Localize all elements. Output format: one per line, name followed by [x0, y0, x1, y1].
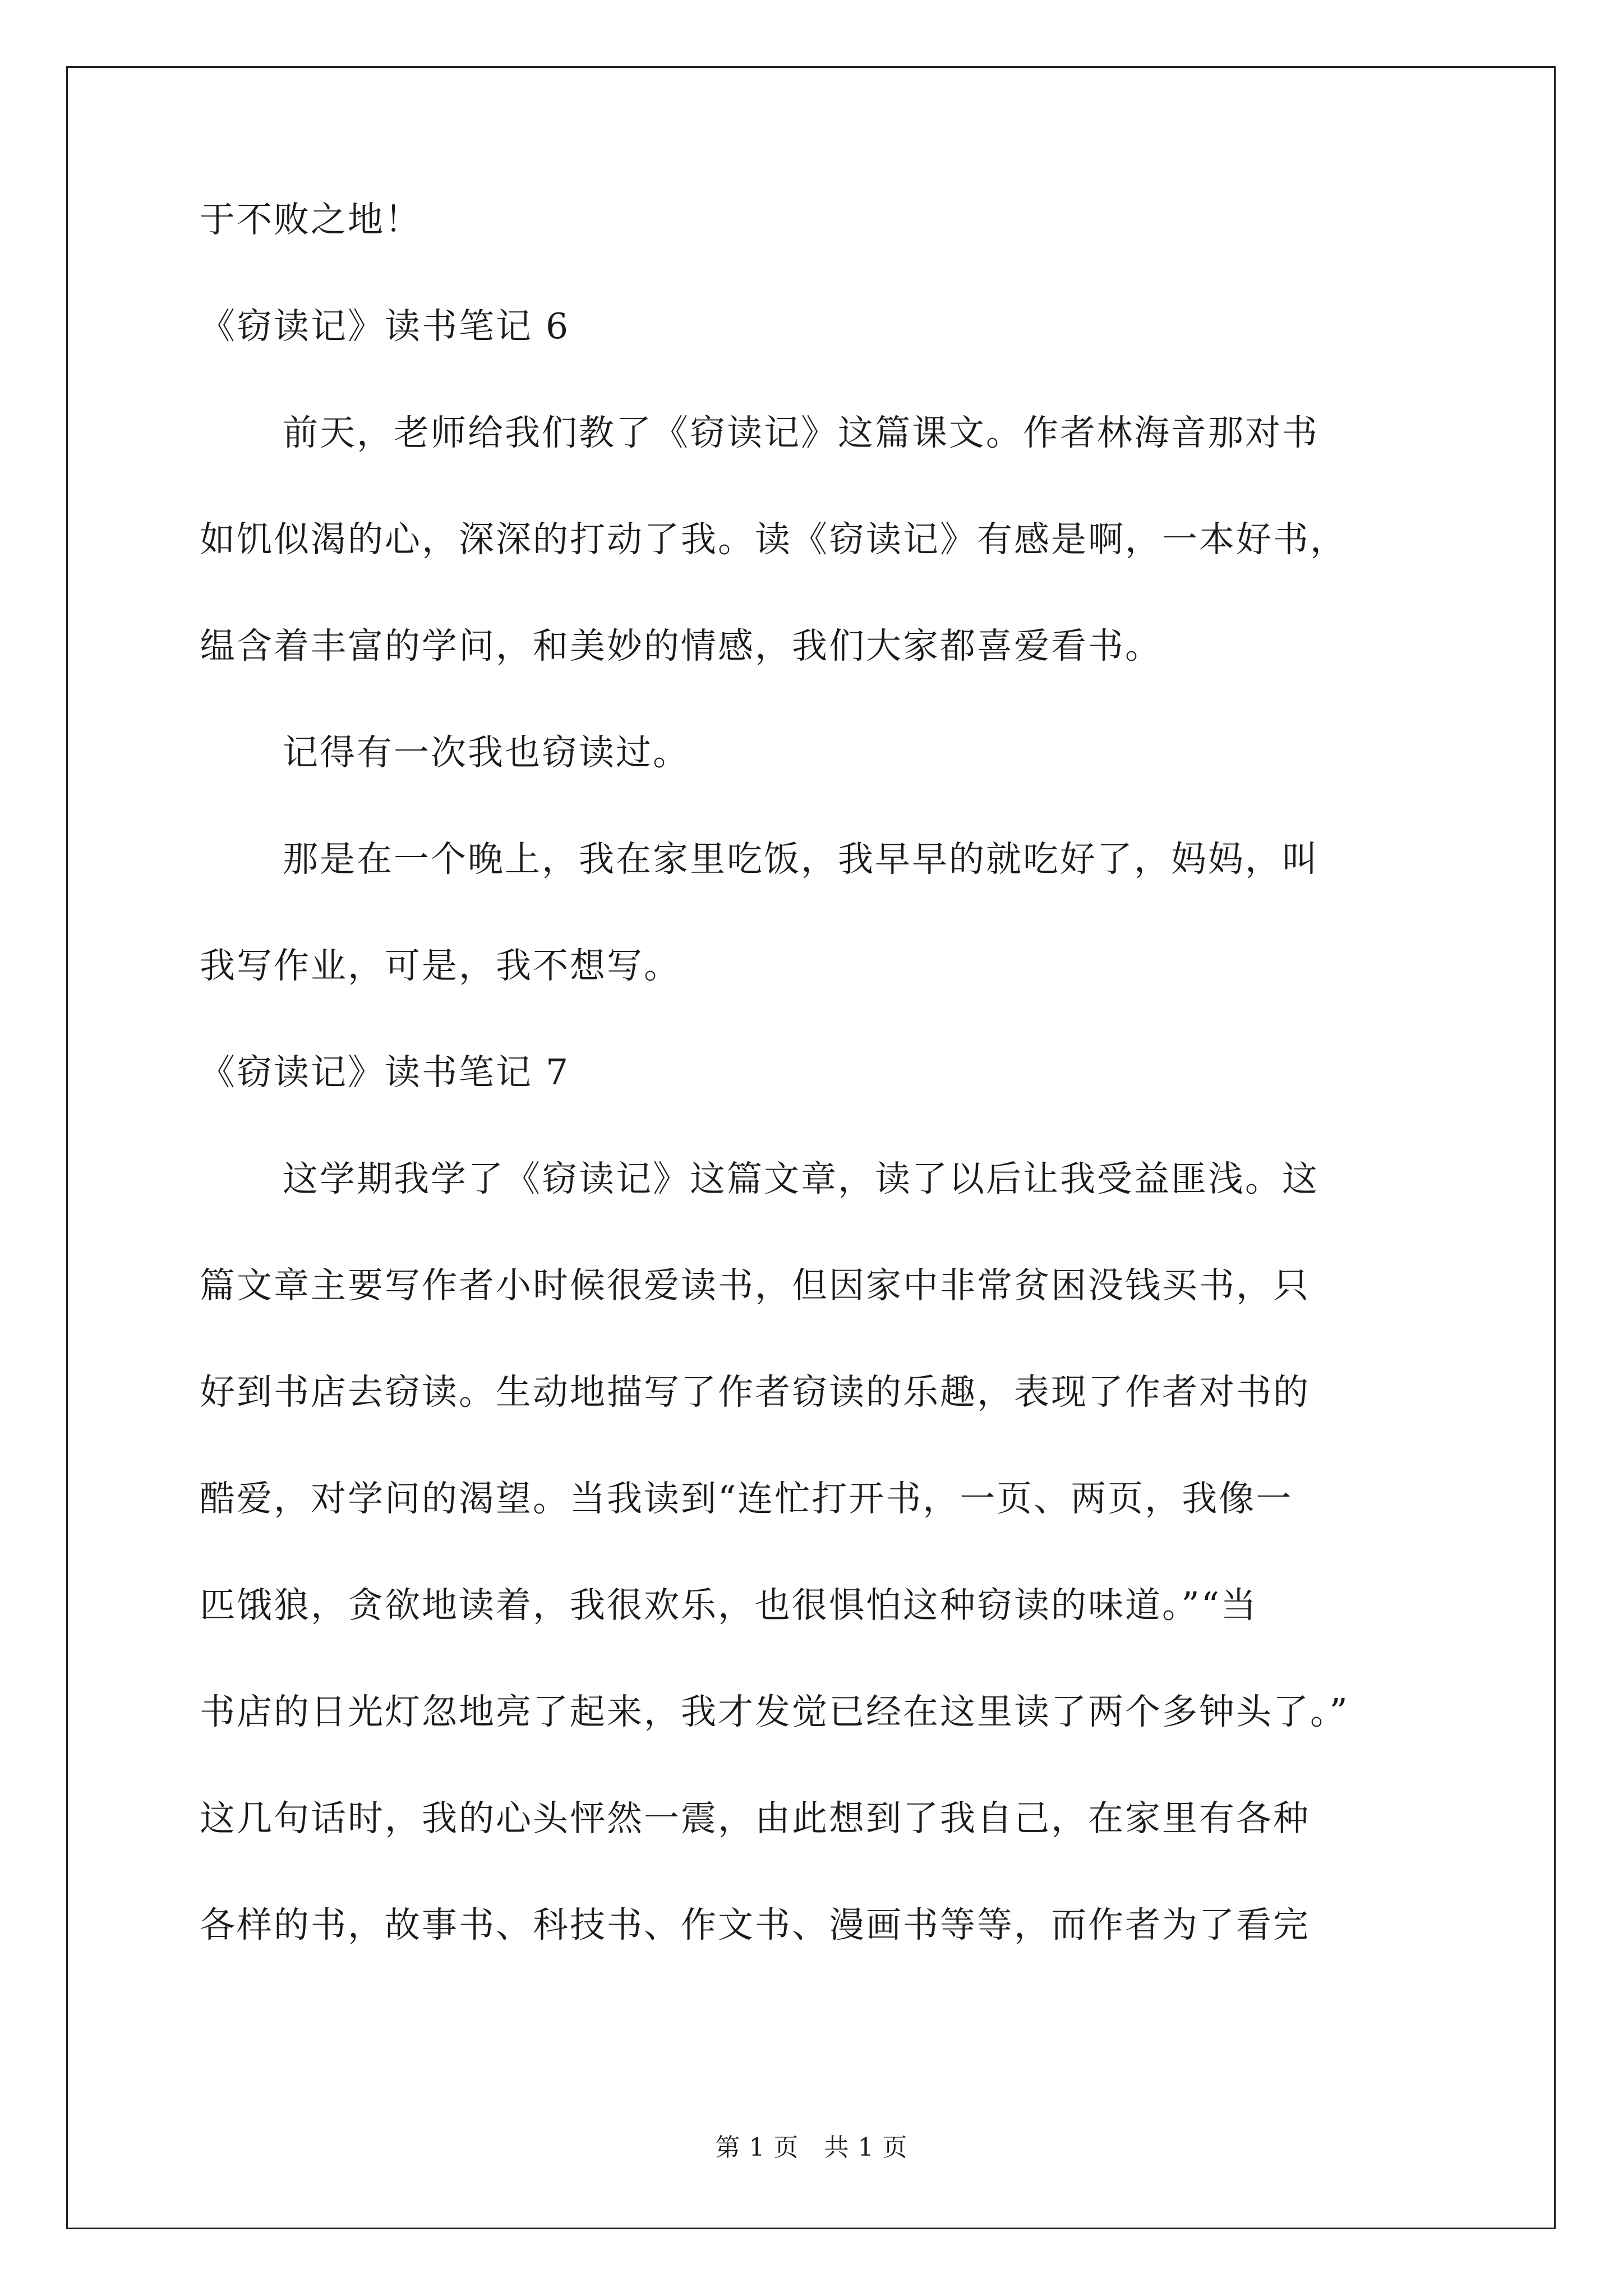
text-line: 各样的书，故事书、科技书、作文书、漫画书等等，而作者为了看完: [200, 1904, 1310, 1945]
text-line: 缊含着丰富的学问，和美妙的情感，我们大家都喜爱看书。: [200, 625, 1162, 666]
text-line: 篇文章主要写作者小时候很爱读书，但因家中非常贫困没钱买书，只: [200, 1265, 1310, 1306]
text-line: 如饥似渴的心，深深的打动了我。读《窃读记》有感是啊，一本好书，: [200, 519, 1347, 560]
text-line: 记得有一次我也窃读过。: [283, 732, 690, 773]
text-line: 这学期我学了《窃读记》这篇文章，读了以后让我受益匪浅。这: [283, 1158, 1319, 1199]
section-heading-6: 《窃读记》读书笔记 6: [200, 306, 570, 347]
text-line: 好到书店去窃读。生动地描写了作者窃读的乐趣，表现了作者对书的: [200, 1372, 1310, 1412]
page-footer: 第 1 页 共 1 页: [715, 2133, 908, 2162]
text-line: 我写作业，可是，我不想写。: [200, 945, 681, 986]
text-line: 这几句话时，我的心头怦然一震，由此想到了我自己，在家里有各种: [200, 1798, 1310, 1839]
text-line: 书店的日光灯忽地亮了起来，我才发觉已经在这里读了两个多钟头了。”: [200, 1691, 1349, 1732]
text-line: 于不败之地！: [200, 199, 422, 240]
section-heading-7: 《窃读记》读书笔记 7: [200, 1052, 570, 1093]
text-line: 酷爱，对学问的渴望。当我读到“连忙打开书，一页、两页，我像一: [200, 1478, 1293, 1519]
text-line: 匹饿狼，贪欲地读着，我很欢乐，也很惧怕这种窃读的味道。”“当: [200, 1585, 1258, 1626]
text-line: 前天，老师给我们教了《窃读记》这篇课文。作者林海音那对书: [283, 412, 1319, 453]
text-line: 那是在一个晚上，我在家里吃饭，我早早的就吃好了，妈妈，叫: [283, 839, 1319, 880]
